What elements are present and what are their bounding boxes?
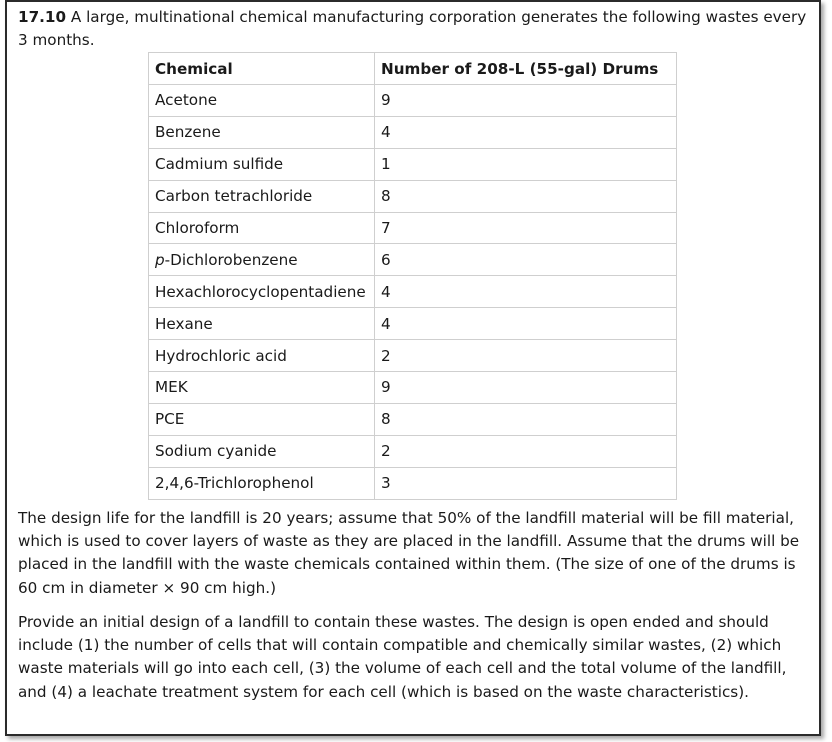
chemical-cell — [149, 276, 375, 308]
chemical-name: MEK — [155, 378, 188, 397]
table-row — [149, 467, 677, 499]
problem-number: 17.10 — [18, 8, 67, 26]
chemical-cell — [149, 340, 375, 372]
drum-count-cell: 6 — [375, 244, 677, 276]
chemical-name: Cadmium sulfide — [155, 155, 284, 174]
chemical-cell — [149, 308, 375, 340]
chemical-name: PCE — [155, 410, 185, 429]
table-header-row — [149, 53, 677, 85]
table-row — [149, 148, 677, 180]
table-row — [149, 116, 677, 148]
drum-count-cell: 8 — [375, 403, 677, 435]
chemical-cell — [149, 467, 375, 499]
chemical-cell — [149, 116, 375, 148]
drum-count-cell: 1 — [375, 148, 677, 180]
drum-count-cell: 7 — [375, 212, 677, 244]
table-row — [149, 403, 677, 435]
header-drums: Number of 208-L (55-gal) Drums — [375, 53, 677, 85]
chemical-prefix: p — [155, 250, 165, 269]
drum-count-cell: 2 — [375, 340, 677, 372]
chemical-name: -Dichlorobenzene — [164, 250, 298, 269]
drum-count-cell: 3 — [375, 467, 677, 499]
chemical-name: Hexachlorocyclopentadiene — [155, 282, 366, 301]
waste-table — [148, 52, 677, 500]
chemical-name: Benzene — [155, 123, 221, 142]
table-row — [149, 372, 677, 404]
drum-count-cell: 8 — [375, 180, 677, 212]
table-row — [149, 180, 677, 212]
chemical-name: Chloroform — [155, 219, 240, 237]
chemical-cell — [149, 244, 375, 276]
drum-count-cell: 4 — [375, 308, 677, 340]
design-task-paragraph: Provide an initial design of a landfill to contain these wastes. The design is open ended and should include (1) the number of cells that will contain compatible and chemically similar wastes, (2) which waste materials will go into each cell, (3) the volume of each cell and the total volume of the landfill, and (4) a leachate treatment system for each cell (which is based on the waste characteristics). — [18, 613, 787, 701]
chemical-cell — [149, 212, 375, 244]
chemical-name: Sodium cyanide — [155, 442, 277, 461]
chemical-name: Carbon tetrachloride — [155, 187, 313, 206]
table-row — [149, 308, 677, 340]
chemical-cell — [149, 180, 375, 212]
table-row — [149, 435, 677, 467]
table-row — [149, 212, 677, 244]
drum-count-cell: 4 — [375, 116, 677, 148]
drum-count-cell: 9 — [375, 85, 677, 117]
chemical-cell — [149, 435, 375, 467]
chemical-name: Acetone — [155, 91, 218, 110]
chemical-name: Hexane — [155, 314, 213, 333]
chemical-cell — [149, 372, 375, 404]
table-row — [149, 244, 677, 276]
chemical-cell — [149, 403, 375, 435]
chemical-cell — [149, 148, 375, 180]
table-row — [149, 276, 677, 308]
drum-count-cell: 9 — [375, 372, 677, 404]
drum-count-cell: 2 — [375, 435, 677, 467]
chemical-cell — [149, 85, 375, 117]
design-life-paragraph: The design life for the landfill is 20 years; assume that 50% of the landfill material will be fill material, which is used to cover layers of waste as they are placed in the landfill. Assume that the drums will be placed in the landfill with the waste chemicals contained within them. (The size of one of the drums is 60 cm in diameter × 90 cm high.) — [18, 509, 800, 597]
problem-intro — [18, 6, 818, 52]
header-chemical: Chemical — [149, 53, 375, 85]
drum-count-cell: 4 — [375, 276, 677, 308]
problem-intro-text: A large, multinational chemical manufacturing corporation generates the following wastes every 3 months. — [18, 8, 807, 49]
table-row — [149, 85, 677, 117]
chemical-name: 2,4,6-Trichlorophenol — [155, 474, 314, 493]
table-row — [149, 340, 677, 372]
problem-frame — [5, 0, 821, 736]
chemical-name: Hydrochloric acid — [155, 346, 287, 365]
